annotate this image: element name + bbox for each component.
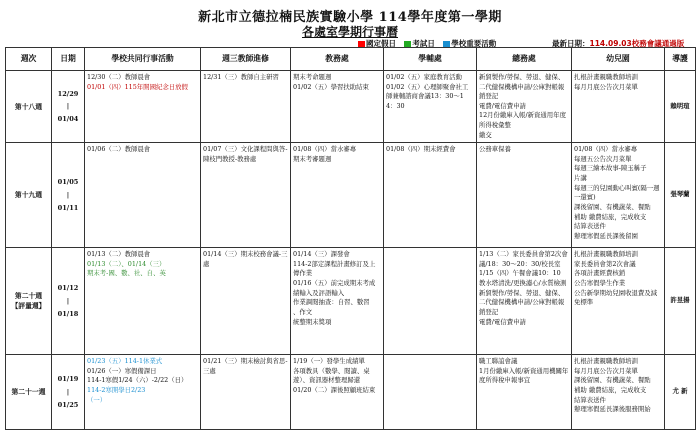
common-activities-cell (85, 355, 201, 430)
entry-line: 結算表送件 (574, 395, 606, 404)
col-header: 學輔處 (384, 48, 477, 71)
entry-line: 每週三繪本故事-陳玉稱子 (574, 164, 647, 173)
col-header: 總務處 (477, 48, 572, 71)
duty-teacher-cell: 賴明瑄 (665, 71, 696, 143)
entry-line: 1/19（一）發學生成績單 (293, 357, 365, 366)
col-header: 週次 (6, 48, 52, 71)
entry-line: 01/01（四）115年開國紀念日放假 (87, 82, 188, 91)
duty-teacher-cell: 張琴蘭 (665, 143, 696, 248)
date-range-cell (52, 143, 85, 248)
entry-line: 01/12 (57, 284, 79, 293)
entry-line: 期末考-國、數、社、自、英 (87, 269, 166, 278)
entry-line: 114-2寒開學日2/23 (87, 386, 146, 395)
entry-line: 扎根計畫親職教師培訓 (574, 73, 638, 81)
academic-office-cell (291, 355, 384, 430)
entry-line: 期末考審題週 (293, 154, 332, 163)
entry-line: 01/23（五）114-1休業式 (87, 357, 163, 366)
entry-line: （一） (87, 395, 107, 404)
entry-line: 新貿製作/勞保、勞退、健保、二代健保機構申請/公庫對帳報銷登記 (479, 288, 565, 316)
entry-line: | (66, 102, 70, 111)
common-activities-cell (85, 143, 201, 248)
legend-holiday: 國定假日 (358, 39, 396, 48)
entry-line: 片講 (574, 174, 587, 183)
entry-line: 12/30（二）教師晨會 (87, 73, 151, 81)
week-sublabel: 【評量週】 (11, 302, 46, 311)
week-label: 第十九週 (14, 191, 43, 200)
entry-line: 繳交 (479, 130, 492, 139)
wednesday-training-cell (201, 71, 291, 143)
entry-line: 辦理寒假延長課後服務開始 (574, 405, 651, 414)
entry-line: 每月月底公告次月菜單 (574, 366, 638, 375)
kindergarten-cell (572, 71, 665, 143)
entry-line: 新貿製作/勞保、勞退、健保、二代健保機構申請/公庫對帳報銷登記 (479, 73, 565, 101)
entry-line: 電費/電信費申請 (479, 101, 526, 110)
entry-line: 扎根計畫親職教師培訓 (574, 250, 638, 259)
entry-line: 、作文 (293, 307, 313, 316)
entry-line: 結算表送件 (574, 222, 606, 231)
entry-line: 各項計畫經費核銷 (574, 269, 626, 278)
week-cell (6, 71, 52, 143)
header-row (6, 48, 696, 71)
col-header: 幼兒園 (572, 48, 665, 71)
update-date: 114.09.03校務會議通過版 (589, 39, 685, 48)
entry-line: 課後留園、有機蔬菜、餐點 (574, 376, 651, 385)
entry-line: 扎根計畫親職教師培訓 (574, 357, 638, 366)
general-affairs-cell (477, 355, 572, 430)
kindergarten-cell (572, 355, 665, 430)
schedule-table (5, 47, 696, 430)
week-row (6, 248, 696, 355)
entry-line: 12/29 (57, 89, 79, 98)
entry-line: 01/21（三）期末檢討與省思-三處 (203, 357, 288, 375)
week-label: 第二十週 (14, 292, 43, 301)
entry-line: 1/13（二）家長委員會第2次會議/18：30～20：30/校長室 (479, 250, 568, 268)
entry-line: 01/26（一）寒假備課日 (87, 366, 157, 375)
entry-line: 教水塔清洗/更換濾心/水質檢測 (479, 279, 567, 288)
entry-line: 公務車保養 (479, 145, 511, 154)
date-range-cell (52, 71, 85, 143)
entry-line: 01/06（二）教師晨會 (87, 145, 151, 154)
entry-line: 12/31（三）教師自主研習 (203, 73, 279, 81)
entry-line: 01/02（五）心理師聚會社工師兼輔諮商會議13：30～14：30 (386, 82, 469, 110)
week-cell (6, 143, 52, 248)
kindergarten-cell (572, 143, 665, 248)
entry-line: 期末考命題週 (293, 73, 332, 81)
counseling-office-cell (384, 143, 477, 248)
academic-office-cell (291, 143, 384, 248)
week-row (6, 355, 696, 430)
duty-teacher-cell: 許昱揚 (665, 248, 696, 355)
general-affairs-cell (477, 248, 572, 355)
date-range-cell (52, 248, 85, 355)
entry-line: 每週三的兒園動心叫賓(隔一週一還賓) (574, 183, 660, 202)
duty-teacher-cell: 尤 新 (665, 355, 696, 430)
entry-line: 公告新學期幼兒園收退費及減免標準 (574, 288, 658, 307)
entry-line: 補助 繳費結旅，完成收支 (574, 212, 647, 221)
entry-line: 01/08（四）當水審專 (574, 145, 638, 154)
update-label: 最新日期： (552, 39, 590, 48)
legend-exam: 考試日 (404, 39, 435, 48)
col-header: 週三教師進修 (201, 48, 291, 71)
counseling-office-cell (384, 71, 477, 143)
entry-line: 01/13（二）教師晨會 (87, 250, 151, 259)
legend-event: 學校重要活動 (443, 39, 496, 48)
col-header: 日期 (52, 48, 85, 71)
entry-line: 每週五公告次月菜單 (574, 154, 632, 163)
entry-line: 01/02（五）學習扶助結束 (293, 82, 369, 91)
date-range-cell (52, 355, 85, 430)
col-header: 導護 (665, 48, 696, 71)
entry-line: 01/04 (57, 114, 79, 123)
entry-line: 每月月底公告次月菜單 (574, 82, 638, 91)
entry-line: 01/18 (57, 309, 79, 318)
page-subtitle: 各處室學期行事曆 (301, 25, 398, 39)
entry-line: 01/05 (57, 178, 79, 187)
entry-line: 辦理寒假延長課後留園 (574, 231, 638, 240)
week-label: 第二十一週 (11, 388, 46, 397)
entry-line: | (66, 388, 70, 396)
entry-line: 各項教具（數學、閱讀、桌遊）、資訊器材整理歸還 (293, 366, 370, 385)
entry-line: 職工聯誼會議 (479, 357, 518, 366)
entry-line: 01/14（三）課發會 (293, 250, 350, 259)
entry-line: 01/07（三）文化課程問與答-陳枝門教授-教務處 (203, 145, 288, 163)
kindergarten-cell (572, 248, 665, 355)
wednesday-training-cell (201, 248, 291, 355)
counseling-office-cell (384, 248, 477, 355)
week-label: 第十八週 (14, 102, 43, 111)
entry-line: 課後留園、有機蔬菜、餐點 (574, 202, 651, 211)
general-affairs-cell (477, 71, 572, 143)
week-row (6, 143, 696, 248)
entry-line: 作業調閱抽查：自習、數習 (293, 298, 370, 307)
wednesday-training-cell (201, 143, 291, 248)
entry-line: 01/20（二）課後照顧班結束 (293, 386, 376, 395)
entry-line: 12月份繳庫入帳/新資通用年度所得稅彙整 (479, 111, 566, 130)
academic-office-cell (291, 71, 384, 143)
entry-line: 統整期末獎項 (293, 317, 332, 326)
entry-line: 家長委員會第2次會議 (574, 259, 636, 268)
entry-line: 01/08（四）當水審專 (293, 145, 357, 154)
entry-line: 1/15（四）午餐會議10：10 (479, 269, 561, 278)
general-affairs-cell (477, 143, 572, 248)
entry-line: 01/14（三）期末校務會議-三處 (203, 250, 288, 268)
wednesday-training-cell (201, 355, 291, 430)
entry-line: 114-2部定課程計畫修訂及上傳作業 (293, 259, 376, 278)
common-activities-cell (85, 248, 201, 355)
week-cell (6, 355, 52, 430)
academic-office-cell (291, 248, 384, 355)
page-title: 新北市立德拉楠民族實驗小學 114學年度第一學期 (198, 10, 502, 25)
entry-line: 01/02（五）家庭教育活動 (386, 73, 462, 81)
entry-line: 01/19 (57, 375, 79, 384)
col-header: 教務處 (291, 48, 384, 71)
entry-line: 01/08（四）期末經費會 (386, 145, 456, 154)
week-row (6, 71, 696, 143)
entry-line: 公告寒假學生作業 (574, 279, 626, 288)
entry-line: | (66, 297, 70, 305)
common-activities-cell (85, 71, 201, 143)
counseling-office-cell (384, 355, 477, 430)
entry-line: | (66, 191, 70, 199)
entry-line: 電費/電信費申請 (479, 317, 526, 326)
entry-line: 114-1寒假1/24（六）-2/22（日） (87, 376, 188, 385)
entry-line: 01/13（二）、01/14（三） (87, 259, 166, 268)
col-header: 學校共同行事活動 (85, 48, 201, 71)
entry-line: 補助 繳費結旅，完成收支 (574, 386, 647, 395)
entry-line: 01/16（五）前完成期末考成績輸入及評語輸入 (293, 279, 376, 297)
entry-line: 1月份繳庫入帳/新資通用機關年度所得稅申報事宜 (479, 366, 569, 385)
entry-line: 01/11 (57, 203, 79, 212)
entry-line: 01/25 (57, 400, 79, 409)
week-cell (6, 248, 52, 355)
